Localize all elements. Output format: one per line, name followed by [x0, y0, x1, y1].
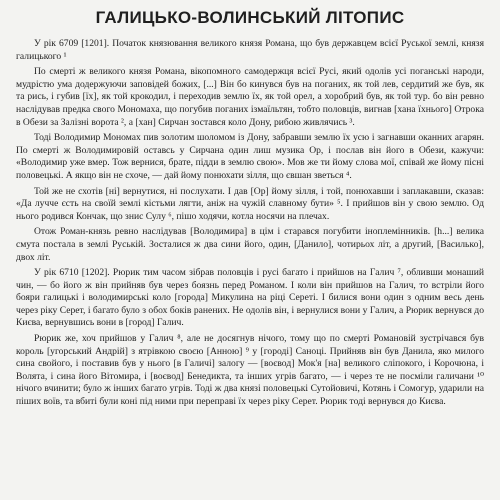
paragraph: У рік 6710 [1202]. Рюрик тим часом зібрав половців і русі багато і прийшов на Галич ⁷, обливши монаший чин, — бо його ж він прийняв був через боязнь перед Романом. І коли він прийшов на Галич, то встріли його бояри галицькі і володимирські коло [города] Микулина на ріці Сереті. І билися вони один з одним весь день через ріку Серет, і багато було з обох боків ранених. Не одолів він, і вернулися вони у Галич, а Рюрик вернувся до Києва, вернувшись вони в [город] Галич. [16, 267, 484, 329]
paragraph: Той же не схотів [ні] вернутися, ні послухати. І дав [Ор] йому зілля, і той, понюхавши і заплакавши, сказав: «Да лучче єсть на своїй землі кістьми лягти, аніж на чужій славному бути» ⁵. І прийшов він у свою землю. Од нього родився Кончак, що знис Сулу ⁶, пішо ходячи, котла носячи на плечах. [16, 185, 484, 222]
paragraph: Рюрик же, хоч прийшов у Галич ⁸, але не досягнув нічого, тому що по смерті Романовій зустрічався був король [угорський Андрій] з ятрівкою своєю [Анною] ⁹ у [городі] Саноці. Прийняв він був Данила, яко милого сина свойого, і поставив був у нього [в Галичі] залогу — [воєвод] Мок'я [на] великого сліпокого, і Корочюна, і Волята, і сина його Вітомира, і [воєвод] Бенедикта, та інших угрів багато, — і через те не посміли галичани ¹⁰ нічого вчинити; було ж інших багато угрів. Тоді ж два князі половецькі Сутойовичі, Котянь і Сомогур, ударили на піших воїв, та вбиті були коні під ними при переправі їх через ріку Серет. Рюрик тоді вернувся до Києва. [16, 333, 484, 408]
paragraph: Отож Роман-князь ревно наслідував [Володимира] в цім і старався погубити іноплемінників. [h...] великa смута постала в землі Руській. Зосталися ж два сини його, один, [Данило], чотирьох літ, а другий, [Василько], двох літ. [16, 226, 484, 263]
paragraph: У рік 6709 [1201]. Початок князювання великого князя Романа, що був державцем всієї Руської землі, князя галицького ¹ [16, 38, 484, 62]
paragraph: По смерті ж великого князя Романа, вікопомного самодержця всієї Русі, який одолів усі поганські народи, мудрістю ума додержуючи заповідей божих, [...] Він бо кинувся був на поганих, як той лев, сердитий же був, як та рись, і губив [їх], як той крокодил, і переходив землю їх, як той орел, а хоробрий був, як той тур. бо він ревно наслідував предка свого Мономаха, що погубив поганих ізмаїльтян, тобто половців, вигнав [хана їхнього] Отрока в Обези за Залізні ворота ², а [хан] Сирчан зостався коло Дону, рибою живлячись ³. [16, 66, 484, 128]
paragraph: Тоді Володимир Мономах пив золотим шоломом із Дону, забравши землю їх усю і загнавши оканних агарян. По смерті ж Володимировій оставсь у Сирчана один лиш музика Ор, і послав він його в Обези, кажучи: «Володимир уже вмер. Тож вернися, брате, підди в землю свою». Мов же ти йому слова мої, співай же йому пісні половецькі. А якщо він не схоче, — дай йому понюхати зілля, що євшан зветься ⁴. [16, 132, 484, 181]
document-body [16, 38, 484, 409]
page-title: ГАЛИЦЬКО-ВОЛИНСЬКИЙ ЛІТОПИС [95, 8, 405, 27]
